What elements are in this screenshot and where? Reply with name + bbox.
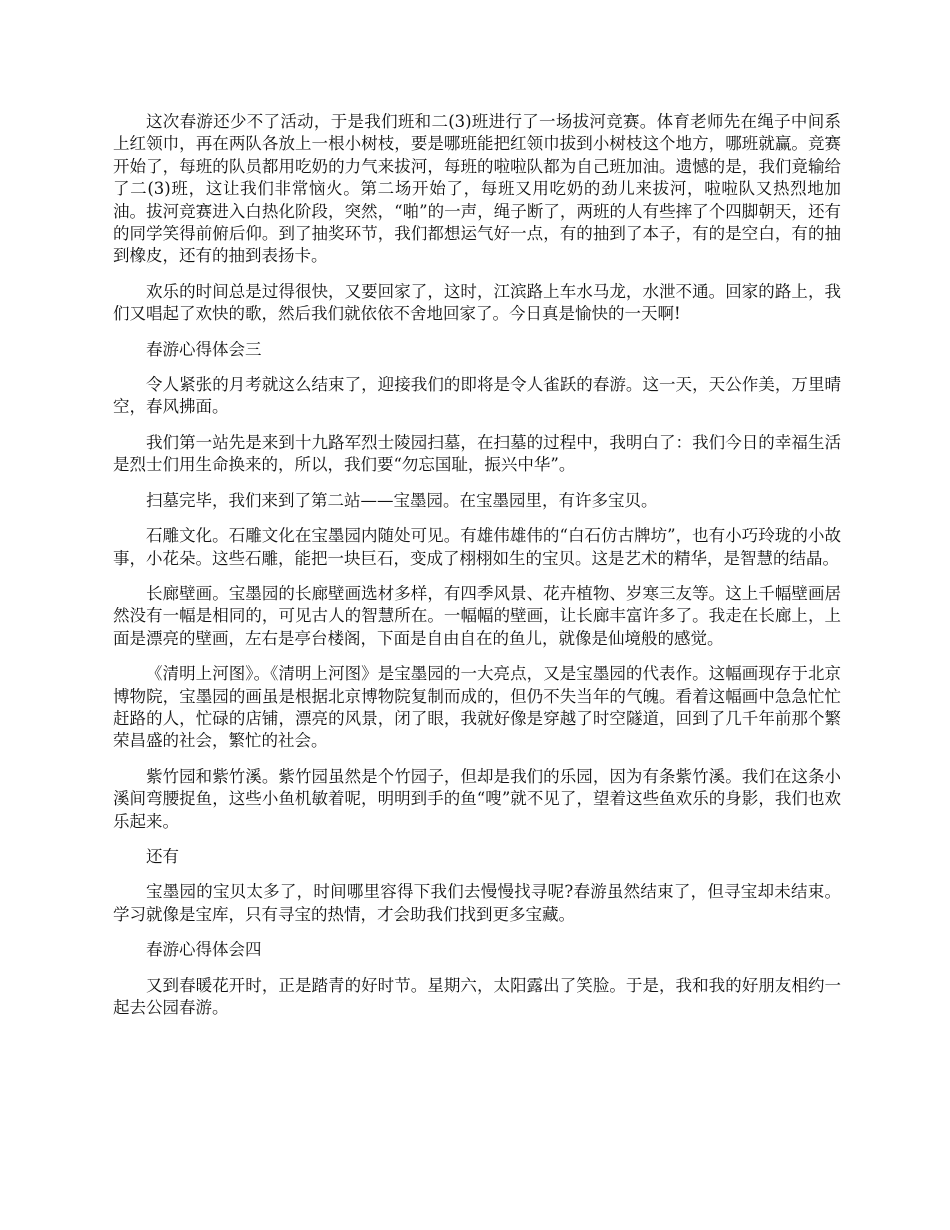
section-heading-three: 春游心得体会三 xyxy=(146,339,262,359)
paragraph-first-stop: 我们第一站先是来到十九路军烈士陵园扫墓，在扫墓的过程中，我明白了：我们今日的幸福生活是烈士们用生命换来的，所以，我们要“勿忘国耻，振兴中华”。 xyxy=(113,432,841,475)
paragraph-monthly-exam: 令人紧张的月考就这么结束了，迎接我们的即将是令人雀跃的春游。这一天，天公作美，万里晴空，春风拂面。 xyxy=(113,375,841,417)
section-heading-also: 还有 xyxy=(146,846,179,866)
paragraph-tug-of-war: 这次春游还少不了活动，于是我们班和二(3)班进行了一场拔河竞赛。体育老师先在绳子中间系上红领巾，再在两队各放上一根小树枝，要是哪班能把红领巾拔到小树枝这个地方，哪班就赢。竞赛开始了，每班的队员都用吃奶的力气来拔河，每班的啦啦队都为自己班加油。遗憾的是，我们竟输给了二(3)班，这让我们非常恼火。第二场开始了，每班又用吃奶的劲儿来拔河，啦啦队又热烈地加油。拔河竞赛进入白热化阶段，突然，“啪”的一声，绳子断了，两班的人有些摔了个四脚朝天，还有的同学笑得前俯后仰。到了抽奖环节，我们都想运气好一点，有的抽到了本子，有的是空白，有的抽到橡皮，还有的抽到表扬卡。 xyxy=(113,112,841,266)
paragraph-purple-bamboo: 紫竹园和紫竹溪。紫竹园虽然是个竹园子，但却是我们的乐园，因为有条紫竹溪。我们在这条小溪间弯腰捉鱼，这些小鱼机敏着呢，明明到手的鱼“嗖”就不见了，望着这些鱼欢乐的身影，我们也欢乐起来。 xyxy=(113,766,841,831)
paragraph-going-home: 欢乐的时间总是过得很快，又要回家了，这时，江滨路上车水马龙，水泄不通。回家的路上，我们又唱起了欢快的歌，然后我们就依依不舍地回家了。今日真是愉快的一天啊! xyxy=(113,281,841,324)
paragraph-treasures: 宝墨园的宝贝太多了，时间哪里容得下我们去慢慢找寻呢?春游虽然结束了，但寻宝却未结束。学习就像是宝库，只有寻宝的热情，才会助我们找到更多宝藏。 xyxy=(113,882,841,924)
paragraph-spring-outing: 又到春暖花开时，正是踏青的好时节。星期六，太阳露出了笑脸。于是，我和我的好朋友相约一起去公园春游。 xyxy=(113,975,841,1017)
section-heading-four: 春游心得体会四 xyxy=(146,940,262,960)
paragraph-corridor-murals: 长廊壁画。宝墨园的长廊壁画选材多样，有四季风景、花卉植物、岁寒三友等。这上千幅壁画居然没有一幅是相同的，可见古人的智慧所在。一幅幅的壁画，让长廊丰富许多了。我走在长廊上，上面是漂亮的壁画，左右是亭台楼阁，下面是自由自在的鱼儿，就像是仙境般的感觉。 xyxy=(113,583,841,648)
paragraph-stone-carving: 石雕文化。石雕文化在宝墨园内随处可见。有雄伟雄伟的“白石仿古牌坊”，也有小巧玲珑的小故事，小花朵。这些石雕，能把一块巨石，变成了栩栩如生的宝贝。这是艺术的精华，是智慧的结晶。 xyxy=(113,526,841,568)
paragraph-qingming-painting: 《清明上河图》。《清明上河图》是宝墨园的一大亮点，又是宝墨园的代表作。这幅画现存于北京博物院，宝墨园的画虽是根据北京博物院复制而成的，但仍不失当年的气魄。看着这幅画中急急忙忙赶路的人，忙碌的店铺，漂亮的风景，闭了眼，我就好像是穿越了时空隧道，回到了几千年前那个繁荣昌盛的社会，繁忙的社会。 xyxy=(113,664,841,751)
paragraph-second-stop: 扫墓完毕，我们来到了第二站——宝墨园。在宝墨园里，有许多宝贝。 xyxy=(146,490,658,510)
document-body xyxy=(113,111,841,1032)
